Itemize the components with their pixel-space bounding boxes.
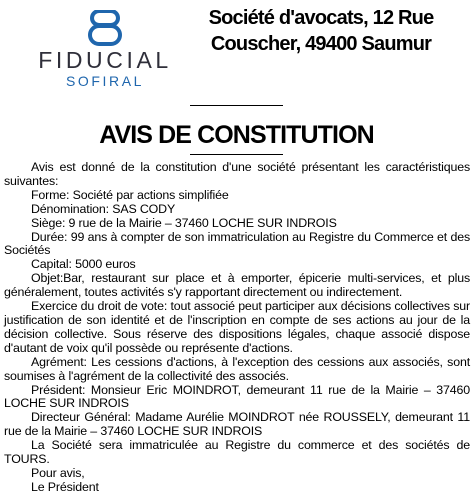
firm-address: [206, 5, 436, 57]
notice-body: [4, 161, 470, 495]
address-line-2: Couscher, 49400 Saumur: [210, 33, 432, 55]
paragraph-president: Président: Monsieur Eric MOINDROT, demeurant 11 rue de la Mairie – 37460 LOCHE SUR INDROIS: [4, 382, 470, 411]
divider-title: [190, 154, 283, 155]
paragraph-pour-avis: Pour avis,: [31, 465, 85, 480]
paragraph-signature: Le Président: [31, 479, 99, 494]
divider-top: [190, 105, 283, 106]
logo-name: FIDUCIAL: [38, 47, 172, 73]
paragraph-directeur-general: Directeur Général: Madame Aurélie MOINDROT née ROUSSELY, demeurant 11 rue de la Mairie – 37460 LOCHE SUR INDROIS: [4, 410, 470, 439]
paragraph-capital: Capital: 5000 euros: [31, 257, 136, 272]
paragraph-forme: Forme: Société par actions simplifiée: [31, 187, 229, 202]
address-line-1: Société d'avocats, 12 Rue: [208, 7, 434, 29]
fiducial-logo-icon: [84, 10, 126, 46]
logo-subtitle: SOFIRAL: [65, 73, 145, 89]
paragraph-droit-de-vote: Exercice du droit de vote: tout associé peut participer aux décisions collectives sur justification de son identité et de l'inscription en compte de ses actions au jour de la décision collective. Sous réserve des dispositions légales, chaque associé dispose d'autant de voix qu'il possède ou représente d'actions.: [4, 299, 470, 355]
paragraph-denomination: Dénomination: SAS CODY: [31, 201, 176, 216]
paragraph-duree: Durée: 99 ans à compter de son immatriculation au Registre du Commerce et des Sociétés: [4, 229, 470, 258]
fiducial-logo: [38, 10, 172, 88]
paragraph-siege: Siège: 9 rue de la Mairie – 37460 LOCHE SUR INDROIS: [31, 215, 337, 230]
notice-title: AVIS DE CONSTITUTION: [99, 121, 374, 149]
paragraph-objet: Objet:Bar, restaurant sur place et à emporter, épicerie multi-services, et plus généralement, toutes activités s'y rapportant directement ou indirectement.: [4, 271, 470, 300]
paragraph-immatriculation: La Société sera immatriculée au Registre du commerce et des sociétés de TOURS.: [4, 438, 470, 467]
paragraph-intro: Avis est donné de la constitution d'une société présentant les caractéristiques suivantes:: [4, 160, 470, 188]
paragraph-agrement: Agrément: Les cessions d'actions, à l'exception des cessions aux associés, sont soumises à l'agrément de la collectivité des associés.: [4, 354, 470, 383]
